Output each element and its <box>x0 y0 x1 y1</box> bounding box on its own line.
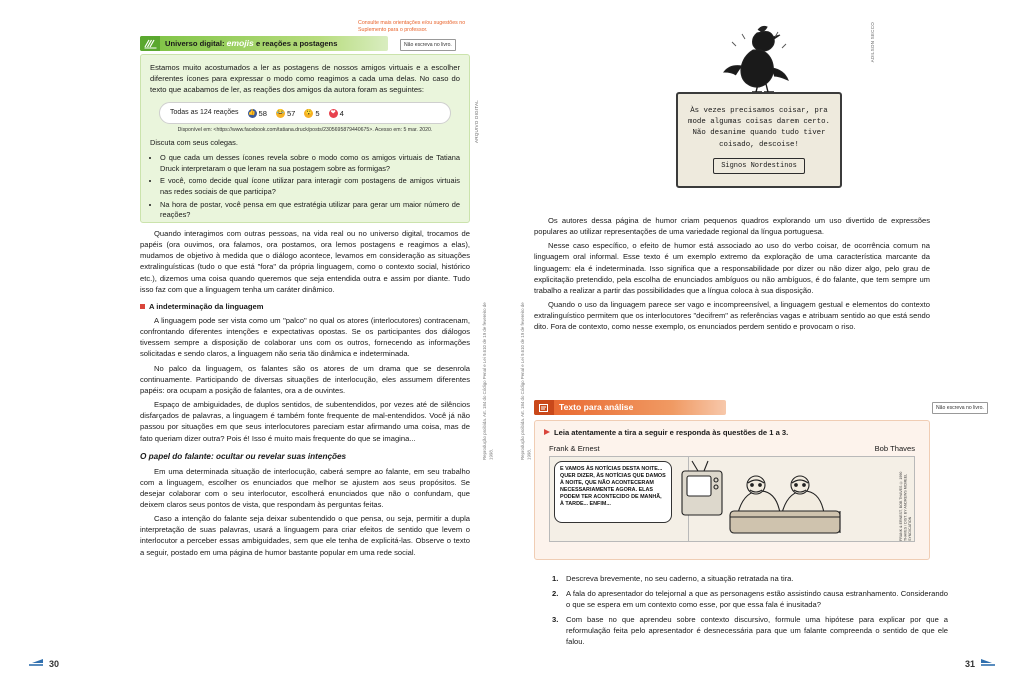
paragraph: No palco da linguagem, os falantes são os atores de um drama que se desenrola continuamente. Participando de diversas situações de interlocução, eles assumem diferentes papéis: ora ocupam a posição de falantes, ora a de ouvintes. <box>140 363 470 395</box>
list-item: • O que cada um desses ícones revela sobre o modo como os amigos virtuais de Tatiana Druck interpretaram o que leram na sua postagem sobre as formigas? <box>160 153 460 174</box>
reactions-total-label: Todas as 124 reações <box>170 109 239 117</box>
cartoon-frame <box>676 92 842 188</box>
teacher-supplement-note: Consulte mais orientações e/ou sugestões no Suplemento para o professor. <box>358 20 466 33</box>
no-write-badge-right: Não escreva no livro. <box>932 402 988 414</box>
paragraph: Os autores dessa página de humor criam pequenos quadros explorando um uso divertido de expressões populares ao utilizar representações de uma variedade regional da língua portuguesa. <box>534 216 930 237</box>
folio-left <box>28 658 59 672</box>
paragraph: Quando o uso da linguagem parece ser vago e incompreensível, a linguagem gestual e elementos do contexto extralinguístico permitem que os interlocutores "decifrem" as referências vagas e atribuam sentido ao que está sendo dito. Fora de contexto, como nesse exemplo, os enunciados perdem sentido e provocam o riso. <box>534 300 930 332</box>
section-title: Universo digital: emojis e reações a postagens <box>165 38 338 49</box>
paragraph: Espaço de ambiguidades, de duplos sentidos, de subentendidos, por vezes até de silêncios disfarçados de palavras, a linguagem é também fonte frequente de mal-entendidos. Você já não passou por situações em que seus interlocutores pareciam estar afirmando uma coisa, mas de fato queriam dizer outra? Pois é! Isso é muito mais frequente do que se imagina... <box>140 400 470 443</box>
rooster-illustration <box>712 22 808 92</box>
haha-emoji: 😂 <box>276 109 285 116</box>
activity-box-universo-digital <box>140 54 470 223</box>
reaction-like: 👍 58 <box>248 108 267 118</box>
paragraph: A linguagem pode ser vista como um "palco" no qual os atores (interlocutores) contracenam, confrontando diferentes intenções e expectativas opostas. Se os participantes dos diálogos tivessem sempre a disposição de colaborar uns com os outros, fornecendo as informações solicitadas e sendo claros, a linguagem não seria tão dinâmica e indeterminada. <box>140 315 470 359</box>
question-list <box>150 153 460 220</box>
cartoon-text: Às vezes precisamos coisar, pra mode algumas coisas darem certo. Não desanime quando tudo tiver coisado, descoise! <box>688 107 830 149</box>
list-item: • E você, como decide qual ícone utilizar para interagir com postagens de amigos virtuais nas redes sociais de que participa? <box>160 176 460 197</box>
subsection-heading: A indeterminação da linguagem <box>140 301 470 312</box>
analysis-icon <box>534 400 554 415</box>
folio-right <box>965 658 996 672</box>
leia-instruction: Leia atentamente a tira a seguir e responda às questões de 1 a 3. <box>535 421 929 438</box>
no-write-badge-left: Não escreva no livro. <box>400 39 456 51</box>
triangle-bullet-icon <box>544 429 550 435</box>
main-text-column-right <box>534 215 930 336</box>
paragraph: Quando interagimos com outras pessoas, na vida real ou no universo digital, trocamos de papéis (ora ouvimos, ora falamos, ora postamos, ora lemos postagens e reagimos a elas), mudamos de objetivo à medida que o diálogo acontece, levamos em consideração as situações extralinguísticas (tudo o que está "fora" da própria linguagem, como o contexto social, histórico etc.), dizemos uma coisa quando queremos que seja entendida outra e assim por diante. Tudo isso faz com que a linguagem tenha um caráter dinâmico. <box>140 229 470 294</box>
bullet-square-icon <box>140 304 145 309</box>
section-banner-texto-para-analise <box>534 400 726 415</box>
reaction-wow: 😲 5 <box>305 108 320 118</box>
reproduction-note-right: Reprodução proibida. Art. 184 do Código Penal e Lei 9.610 de 19 de fevereiro de 1998. <box>520 302 532 460</box>
comic-credit: FRANK & ERNEST, BOB THAVES © 1990 THAVES / DIST. BY ANDREWS MCMEEL SYNDICATION <box>898 471 912 541</box>
subsection-heading-italic: O papel do falante: ocultar ou revelar suas intenções <box>140 451 347 461</box>
right-page <box>512 0 1024 688</box>
image-credit-left: ARQUIVO DIGITAL <box>474 100 479 143</box>
cartoon-credit: ADILSON SECCO <box>870 22 875 63</box>
reaction-haha: 😂 57 <box>276 108 296 118</box>
page-arrow-icon <box>980 658 996 672</box>
discuta-label: Discuta com seus colegas. <box>150 138 238 148</box>
reaction-love: ❤ 4 <box>330 108 344 118</box>
comic-authors <box>535 438 929 456</box>
love-emoji: ❤ <box>330 109 336 116</box>
section-title-2: Texto para análise <box>559 402 634 413</box>
wow-emoji: 😲 <box>305 109 313 116</box>
page-number: 30 <box>49 659 60 670</box>
list-item: 1. Descreva brevemente, no seu caderno, a situação retratada na tira. <box>552 574 794 583</box>
comic-author-left: Frank & Ernest <box>549 444 600 453</box>
speech-balloon: E VAMOS ÀS NOTÍCIAS DESTA NOITE... QUER DIZER, ÀS NOTÍCIAS QUE DAMOS À NOITE, QUE NÃO ACONTECERAM NECESSARIAMENTE AGORA. ELAS PODEM TER ACONTECIDO DE MANHÃ, À TARDE... ENFIM... <box>554 461 672 523</box>
list-item: • Na hora de postar, você pensa em que estratégia utilizar para gerar um maior número de reações? <box>160 200 460 221</box>
comic-author-right: Bob Thaves <box>874 444 915 453</box>
analysis-question-list <box>552 573 948 651</box>
list-item: 2. A fala do apresentador do telejornal a que as personagens estão assistindo causa estranhamento. Considerando o que se espera em um contexto como esse, por que essa fala é inusitada? <box>552 589 948 609</box>
reproduction-note-left: Reprodução proibida. Art. 184 do Código Penal e Lei 9.610 de 19 de fevereiro de 1998. <box>482 302 494 460</box>
reactions-card <box>159 102 451 124</box>
cartoon-stamp: Signos Nordestinos <box>713 158 805 174</box>
source-credit: Disponível em: <https://www.facebook.com/tatiana.druck/posts/2305695879440675>. Acesso em: 5 mar. 2020. <box>177 127 433 134</box>
paragraph: Caso a intenção do falante seja deixar subentendido o que pensa, ou seja, permitir a dupla interpretação de suas palavras, usará a linguagem para criar efeitos de sentido que levem o interlocutor a perceber essas ambiguidades, sem que ele tenha de explicitá-las. Observe o texto a seguir, postado em uma página de humor bastante popular em uma rede social. <box>140 514 470 557</box>
page-number: 31 <box>964 659 975 670</box>
page-arrow-icon <box>28 658 44 672</box>
like-emoji: 👍 <box>248 109 256 116</box>
paragraph: Nesse caso específico, o efeito de humor está associado ao uso do verbo coisar, de ocorrência comum na linguagem oral informal. Esse texto é um exemplo extremo da exploração de uma característica marcante da linguagem: ela é indeterminada. Isso significa que a responsabilidade por dizer ou não dizer algo, pelo grau de explicitação pretendido, pela escolha de enunciados ambíguos ou não ambíguos, é do falante, que tem sempre um trabalho a realizar a partir das possibilidades que a língua coloca à sua disposição. <box>534 241 930 295</box>
digital-universe-icon <box>140 36 160 51</box>
paragraph: Em uma determinada situação de interlocução, caberá sempre ao falante, em seu trabalho com a linguagem, escolher os enunciados que melhor se ajustem aos seus propósitos. Se desejar colaborar com o seu interlocutor, escolherá enunciados que não o confundam, que deixem claros seus pontos de vista, que respondam às perguntas feitas. <box>140 466 470 510</box>
analysis-box <box>534 420 930 560</box>
list-item: 3. Com base no que aprendeu sobre contexto discursivo, formule uma hipótese para explicar por que a reformulação feita pelo apresentador é desnecessária para que um falante compreenda o sentido de que ele falou. <box>552 615 948 646</box>
intro-paragraph: Estamos muito acostumados a ler as postagens de nossos amigos virtuais e a escolher diferentes ícones para expressar o modo como reagimos a cada uma delas. No caso do texto que acabamos de ler, as reações dos amigos da autora foram as seguintes: <box>150 63 460 95</box>
comic-strip <box>549 456 915 542</box>
main-text-column-left <box>140 228 470 561</box>
section-banner-universo-digital <box>140 36 388 51</box>
